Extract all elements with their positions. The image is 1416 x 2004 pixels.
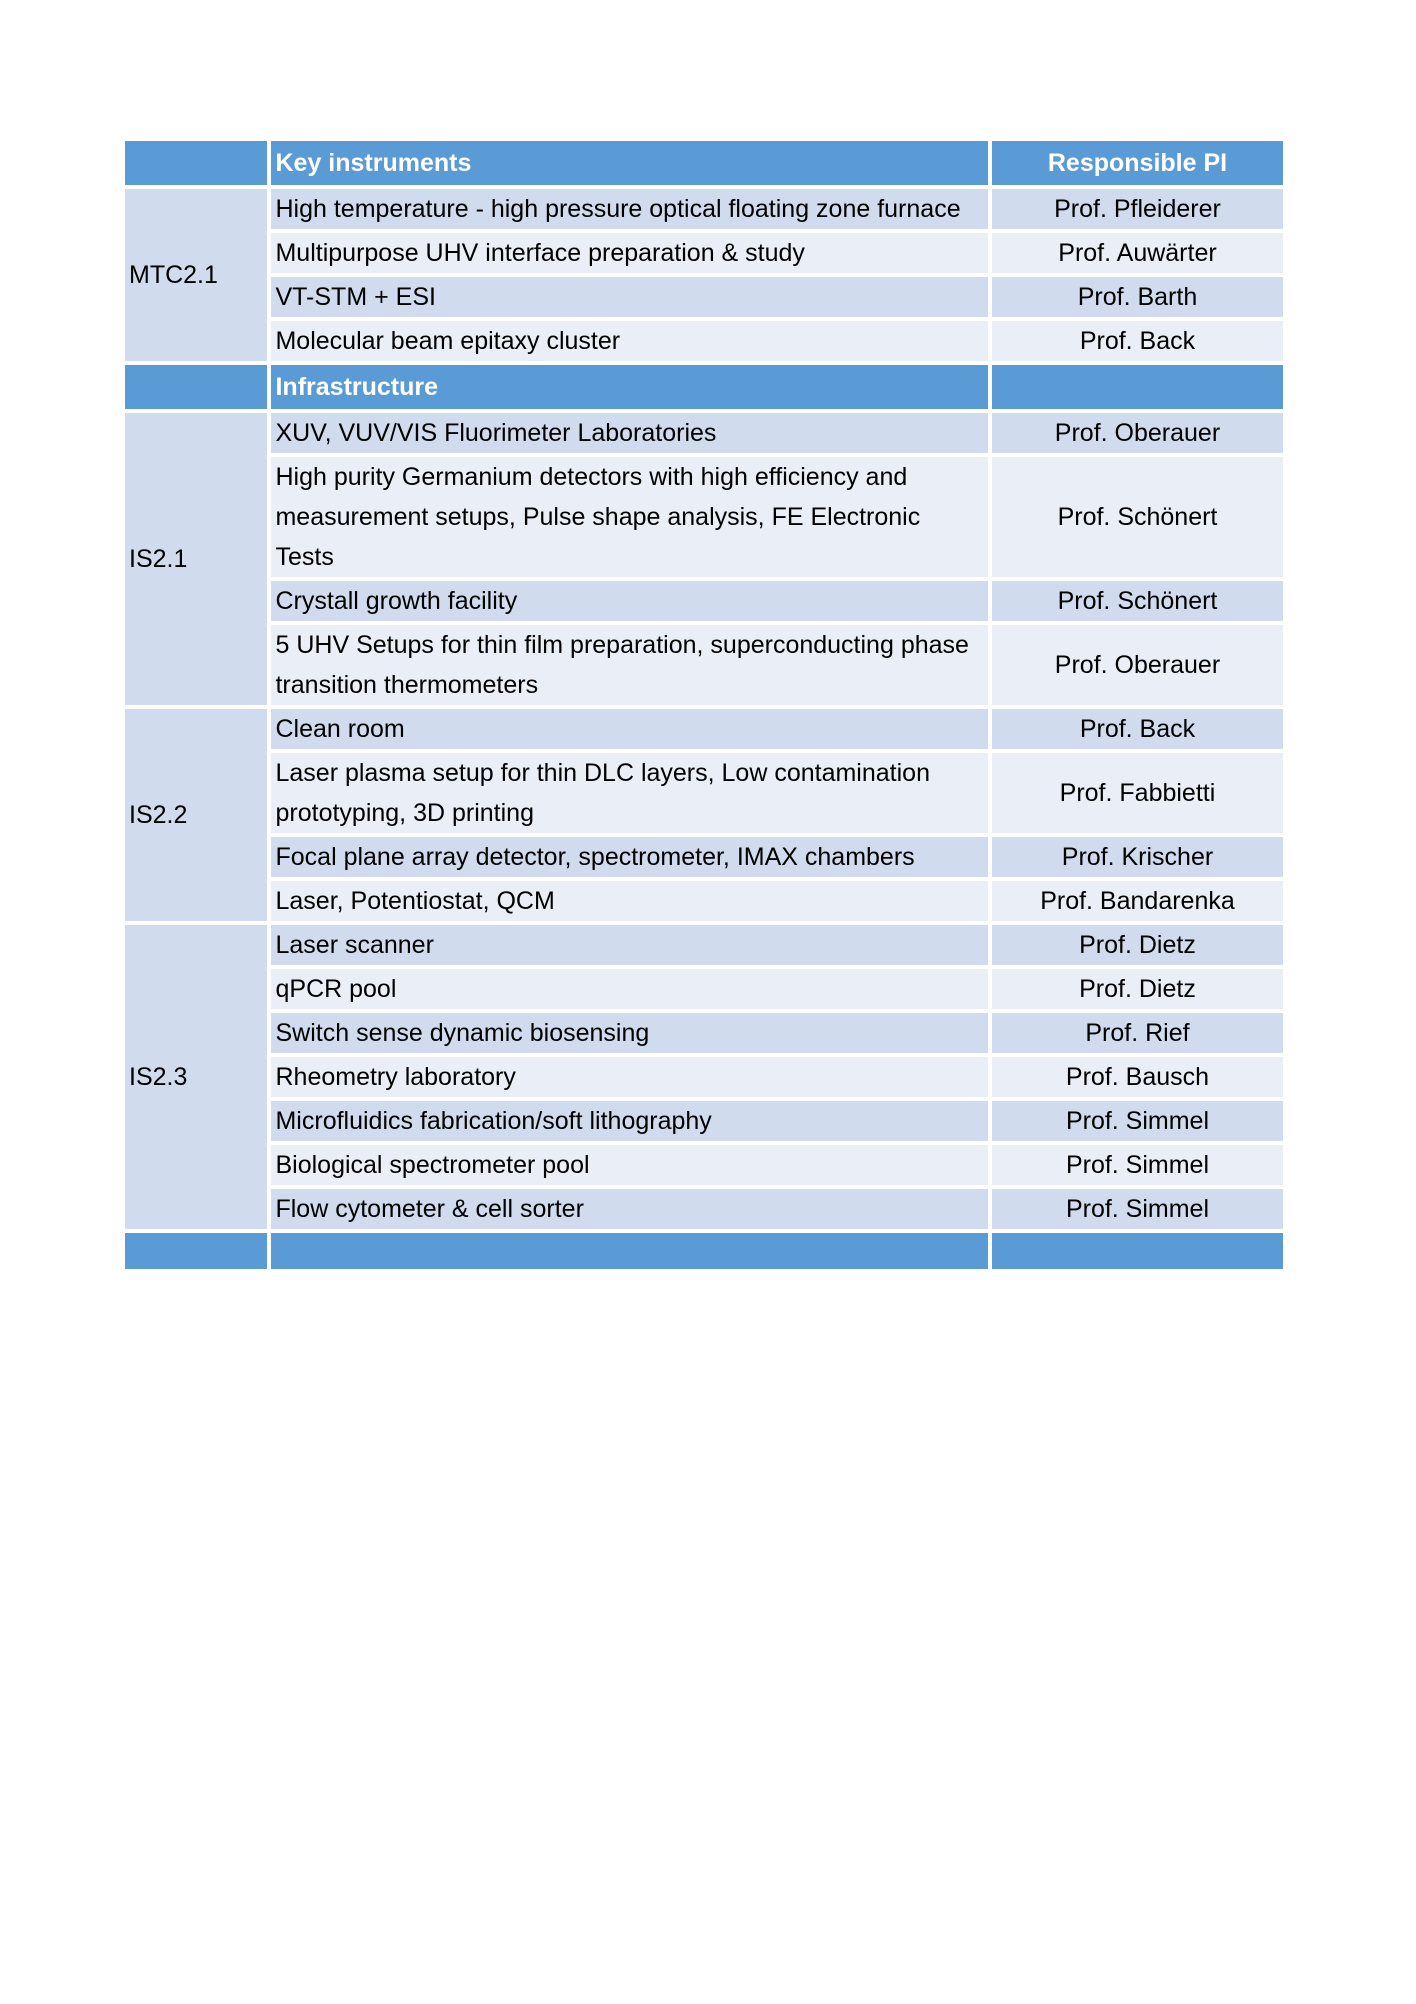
instrument-cell: Laser plasma setup for thin DLC layers, Low contamination prototyping, 3D printing: [271, 753, 987, 833]
instrument-cell: High purity Germanium detectors with high efficiency and measurement setups, Pulse shape analysis, FE Electronic Tests: [271, 457, 987, 577]
infrastructure-header-row: [125, 365, 1283, 409]
table-row: [125, 189, 1283, 229]
pi-cell: Prof. Back: [992, 321, 1283, 361]
pi-cell: Prof. Auwärter: [992, 233, 1283, 273]
instrument-cell: Switch sense dynamic biosensing: [271, 1013, 987, 1053]
instrument-cell: Multipurpose UHV interface preparation & study: [271, 233, 987, 273]
instrument-cell: Focal plane array detector, spectrometer, IMAX chambers: [271, 837, 987, 877]
table-row: [125, 709, 1283, 749]
table-row: [125, 753, 1283, 833]
table-header-row: [125, 141, 1283, 185]
table-row: [125, 969, 1283, 1009]
pi-cell: Prof. Schönert: [992, 457, 1283, 577]
table-row: [125, 413, 1283, 453]
table-row: [125, 1189, 1283, 1229]
group-label-is22: IS2.2: [125, 709, 267, 921]
group-label-mtc21: MTC2.1: [125, 189, 267, 361]
instrument-cell: qPCR pool: [271, 969, 987, 1009]
pi-cell: Prof. Back: [992, 709, 1283, 749]
footer-cell: [992, 1233, 1283, 1269]
pi-cell: Prof. Simmel: [992, 1145, 1283, 1185]
pi-cell: Prof. Oberauer: [992, 413, 1283, 453]
instrument-cell: Rheometry laboratory: [271, 1057, 987, 1097]
table-row: [125, 925, 1283, 965]
table-row: [125, 277, 1283, 317]
table-row: [125, 1013, 1283, 1053]
instrument-cell: Laser, Potentiostat, QCM: [271, 881, 987, 921]
instrument-cell: XUV, VUV/VIS Fluorimeter Laboratories: [271, 413, 987, 453]
table-row: [125, 581, 1283, 621]
table-row: [125, 625, 1283, 705]
pi-cell: Prof. Fabbietti: [992, 753, 1283, 833]
pi-cell: Prof. Dietz: [992, 969, 1283, 1009]
instrument-cell: Laser scanner: [271, 925, 987, 965]
pi-cell: Prof. Krischer: [992, 837, 1283, 877]
header-responsible-pi: Responsible PI: [992, 141, 1283, 185]
table-row: [125, 1057, 1283, 1097]
pi-cell: Prof. Simmel: [992, 1101, 1283, 1141]
header-instruments: Key instruments: [271, 141, 987, 185]
instrument-cell: Flow cytometer & cell sorter: [271, 1189, 987, 1229]
instruments-table: [121, 137, 1287, 1273]
pi-cell: Prof. Simmel: [992, 1189, 1283, 1229]
group-label-is23: IS2.3: [125, 925, 267, 1229]
pi-cell: Prof. Rief: [992, 1013, 1283, 1053]
instrument-cell: Biological spectrometer pool: [271, 1145, 987, 1185]
pi-cell: Prof. Dietz: [992, 925, 1283, 965]
table-row: [125, 233, 1283, 273]
instrument-cell: Crystall growth facility: [271, 581, 987, 621]
instrument-cell: 5 UHV Setups for thin film preparation, superconducting phase transition thermometers: [271, 625, 987, 705]
pi-cell: Prof. Bandarenka: [992, 881, 1283, 921]
table-row: [125, 321, 1283, 361]
instrument-cell: Clean room: [271, 709, 987, 749]
table-row: [125, 1101, 1283, 1141]
table-row: [125, 837, 1283, 877]
footer-cell: [271, 1233, 987, 1269]
infrastructure-heading: Infrastructure: [271, 365, 987, 409]
table-row: [125, 457, 1283, 577]
pi-cell: Prof. Barth: [992, 277, 1283, 317]
pi-cell: Prof. Bausch: [992, 1057, 1283, 1097]
instrument-cell: VT-STM + ESI: [271, 277, 987, 317]
table-row: [125, 881, 1283, 921]
header-group-cell: [125, 141, 267, 185]
footer-cell: [125, 1233, 267, 1269]
pi-cell: Prof. Oberauer: [992, 625, 1283, 705]
pi-cell: Prof. Pfleiderer: [992, 189, 1283, 229]
group-label-is21: IS2.1: [125, 413, 267, 705]
instrument-cell: Microfluidics fabrication/soft lithography: [271, 1101, 987, 1141]
infra-pi-cell: [992, 365, 1283, 409]
infra-group-cell: [125, 365, 267, 409]
table-footer-row: [125, 1233, 1283, 1269]
pi-cell: Prof. Schönert: [992, 581, 1283, 621]
instrument-cell: High temperature - high pressure optical floating zone furnace: [271, 189, 987, 229]
table-row: [125, 1145, 1283, 1185]
instrument-cell: Molecular beam epitaxy cluster: [271, 321, 987, 361]
